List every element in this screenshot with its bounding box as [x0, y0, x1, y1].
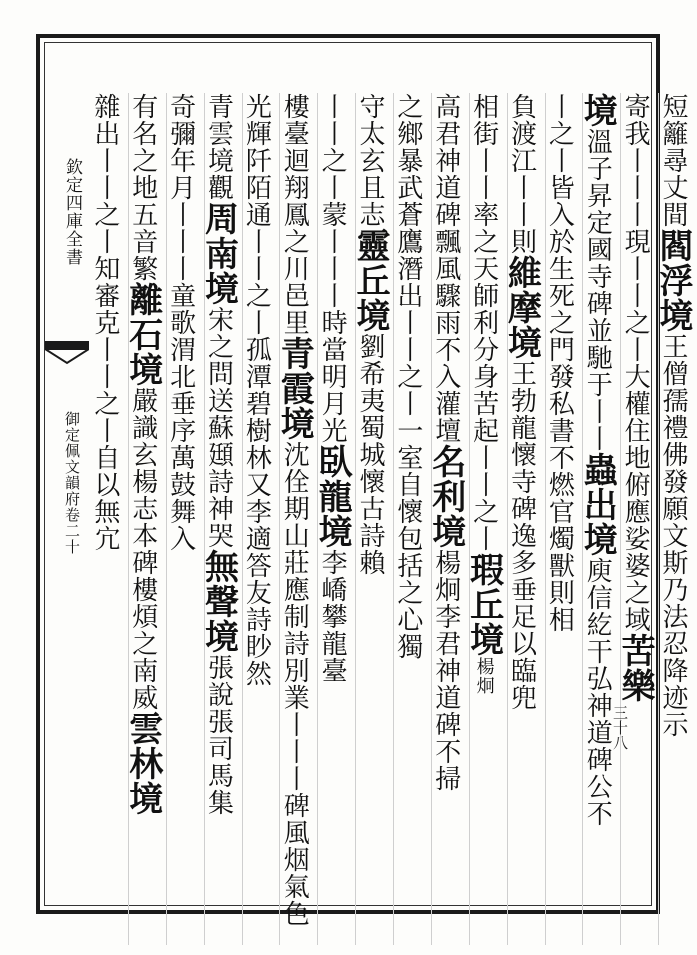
column-rule	[242, 93, 243, 945]
text-segment: 丨丨之丨	[317, 93, 348, 201]
text-segment: 青雲境觀	[203, 93, 234, 201]
column-rule	[658, 93, 659, 945]
text-segment: 光輝阡陌通丨丨之丨	[241, 93, 272, 336]
text-segment: 庾信紇干弘神道碑公不	[582, 557, 613, 827]
text-segment: 相街丨丨	[468, 93, 499, 201]
text-segment: 嚴識玄楊志本碑樓煩之南威	[127, 387, 158, 711]
text-segment: 張說張司馬集	[203, 654, 234, 816]
column-rule	[469, 93, 470, 945]
text-column	[577, 93, 621, 945]
text-column	[198, 93, 243, 945]
headword: 臥龍境	[312, 444, 353, 549]
headword: 雲林境	[122, 711, 163, 816]
column-rule	[620, 93, 621, 945]
text-segment: 雜出丨丨之丨	[89, 93, 120, 255]
text-column	[653, 93, 697, 945]
text-column	[350, 93, 394, 945]
headword: 閻浮境	[653, 228, 693, 333]
text-column	[312, 93, 356, 945]
text-column	[425, 93, 470, 945]
text-segment: 王勃龍懷寺碑逸多垂足以臨兜	[506, 360, 537, 711]
text-column	[243, 93, 281, 945]
text-segment: 沈佺期山莊應制詩別業丨丨丨	[279, 441, 310, 792]
text-segment: 知審克丨丨之丨自以無宂	[89, 255, 120, 552]
text-column	[546, 93, 584, 945]
text-segment: 樓臺迴翔鳳之川邑里	[279, 93, 310, 336]
headword: 境	[577, 93, 618, 128]
column-rule	[507, 93, 508, 945]
text-segment: 發私書不燃官燭獸則相	[544, 363, 575, 633]
column-rule	[393, 93, 394, 945]
text-columns	[91, 93, 697, 945]
text-column	[501, 93, 546, 945]
text-segment: 奇彌年月	[165, 93, 196, 201]
text-segment: 丨之丨皆入於生死之門	[544, 93, 575, 363]
text-column	[463, 93, 508, 945]
column-rule	[431, 93, 432, 945]
column-rule	[317, 93, 318, 945]
text-segment: 率之天師利分身苦起丨丨之丨	[468, 201, 499, 552]
column-rule	[582, 93, 583, 945]
headword: 離石境	[122, 282, 163, 387]
column-rule	[355, 93, 356, 945]
page-border-inner	[44, 42, 693, 927]
column-rule	[204, 93, 205, 945]
page-number: 三十八	[611, 705, 629, 750]
text-segment: 丨丨丨童歌渭北垂	[165, 201, 196, 417]
text-segment: 碑風烟氣色	[279, 792, 310, 927]
headword: 瑕丘境	[463, 552, 504, 657]
text-segment: 李嶠攀龍臺	[317, 549, 348, 684]
text-segment: 王僧孺禮佛發願文斯乃法忍降迹示	[658, 333, 688, 738]
text-column	[167, 93, 205, 945]
text-segment: 孤潭碧樹林又李適答友詩眇然	[241, 336, 272, 687]
text-column	[394, 93, 432, 945]
text-segment: 寄我丨丨丨	[620, 93, 651, 228]
text-segment: 短籬尋丈間	[658, 93, 688, 228]
volume-subtitle: 御定佩文韻府卷二十	[63, 411, 81, 555]
headword: 蟲出境	[577, 452, 618, 557]
text-segment: 高君神道碑飄風驟雨不入灌壇	[430, 93, 461, 444]
text-column	[91, 93, 129, 945]
headword: 苦樂	[615, 633, 656, 703]
headword: 靈丘境	[350, 228, 390, 333]
text-segment: 溫子昇定國寺碑並馳于丨丨	[582, 128, 613, 452]
headword: 名利境	[425, 444, 466, 549]
text-segment: 現丨丨之丨大權住地俯應娑婆之域	[620, 228, 651, 633]
text-segment: 蒙丨丨丨時當明月光	[317, 201, 348, 444]
text-segment: 楊炯李君神道碑不掃	[430, 549, 461, 792]
text-segment: 楊炯	[473, 657, 495, 695]
text-segment: 負渡江丨丨則	[506, 93, 537, 255]
text-segment: 劉希夷蜀城懷古詩賴	[355, 333, 385, 576]
column-rule	[166, 93, 167, 945]
text-segment: 序萬鼓舞入	[165, 417, 196, 552]
headword: 維摩境	[501, 255, 542, 360]
book-title: 欽定四庫全書	[62, 158, 82, 266]
text-segment: 守太玄且志	[355, 93, 385, 228]
text-segment: 一室自懷包括之心獨	[392, 417, 423, 660]
headword: 周南境	[198, 201, 239, 306]
text-column	[122, 93, 167, 945]
column-rule	[545, 93, 546, 945]
headword: 青霞境	[274, 336, 315, 441]
column-rule	[128, 93, 129, 945]
headword: 無聲境	[198, 549, 239, 654]
text-segment: 宋之問送蘇頲詩神哭	[203, 306, 234, 549]
text-column	[274, 93, 318, 945]
text-segment: 之鄉暴武蒼鷹潛出丨丨之丨	[392, 93, 423, 417]
column-rule	[279, 93, 280, 945]
text-segment: 有名之地五音繁	[127, 93, 158, 282]
